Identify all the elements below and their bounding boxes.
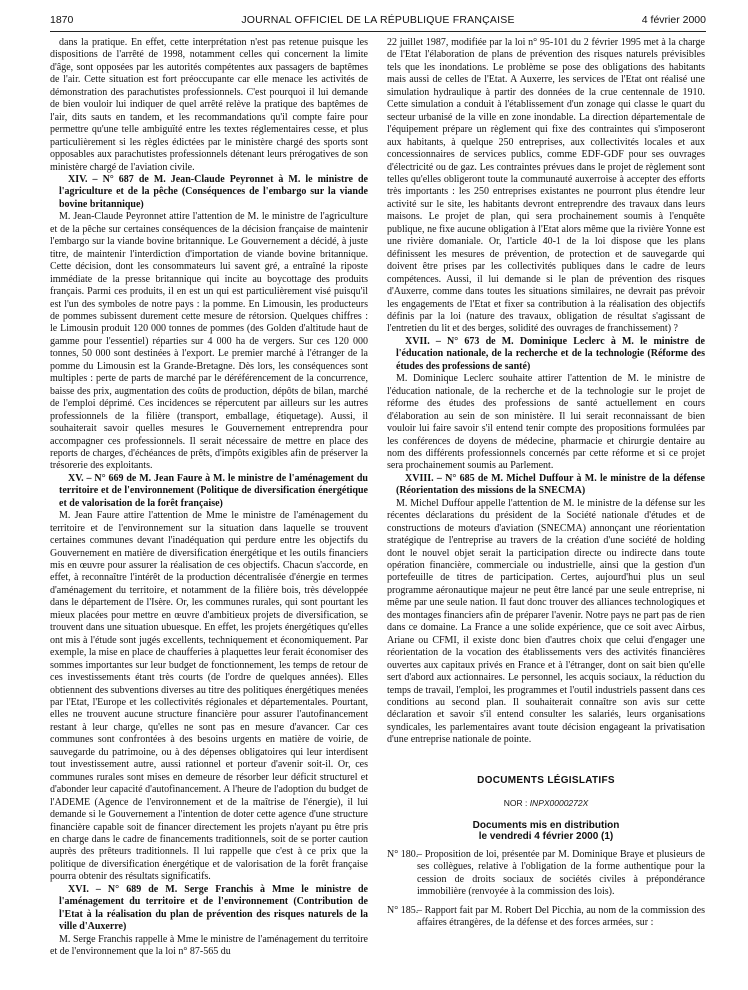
right-column (387, 37, 705, 982)
question-14-heading: XIV. – N° 687 de M. Jean-Claude Peyronnet à M. le ministre de l'agriculture et de la pêche (Conséquences de l'embargo sur la viande bovine britannique) (59, 173, 368, 210)
document-item (387, 905, 705, 930)
question-17-heading: XVII. – N° 673 de M. Dominique Leclerc à M. le ministre de l'éducation nationale, de la recherche et de la technologie (Réforme des études des professions de santé) (396, 335, 705, 372)
document-number: N° 180. (387, 848, 419, 860)
header-rule (50, 31, 706, 32)
documents-heading-line-1: Documents mis en distribution (472, 819, 620, 831)
question-16-body: M. Serge Franchis rappelle à Mme le ministre de l'aménagement du territoire et de l'environnement que la loi n° 87-565 du (50, 933, 368, 958)
nor-reference (387, 797, 705, 809)
documents-heading-line-2: le vendredi 4 février 2000 (1) (478, 831, 614, 843)
left-column (50, 37, 368, 982)
document-text: – Rapport fait par M. Robert Del Picchia, au nom de la commission des affaires étrangères, de la défense et des forces armées, sur : (417, 904, 705, 928)
issue-date: 4 février 2000 (641, 14, 706, 26)
page-header (50, 14, 706, 30)
question-17-body: M. Dominique Leclerc souhaite attirer l'attention de M. le ministre de l'éducation nationale, de la recherche et de la technologie sur le projet de réforme des études des professions de santé actuellement en cours d'élaboration au sein de son ministère. Il lui serait reconnaissant de bien vouloir lui faire savoir s'il entend tenir compte des propositions formulées par les conférences de doyens de médecine, pharmacie et chirurgie dentaire au nom des différents professionnels concernés par cette réforme et si ce projet sera prochainement soumis au Parlement. (387, 373, 705, 472)
question-14-body: M. Jean-Claude Peyronnet attire l'attention de M. le ministre de l'agriculture et de la pêche sur certaines conséquences de la décision française de maintenir l'embargo sur la viande bovine britannique. Le Gouvernement a décidé, à juste titre, de maintenir l'interdiction d'importation de viande bovine britannique. Cette décision, dont les consommateurs lui savent gré, a entraîné la riposte immédiate de la presse britannique qui incite au boycottage des produits français. Parmi ces produits, il en est un qui est particulièrement visé puisqu'il est l'un des symboles de notre pays : la pomme. En Limousin, les producteurs de pommes subissent durement cette mesure de rétorsion. Quelques chiffres : le Limousin produit 120 000 tonnes de pommes (des Golden d'altitude haut de gamme pour l'essentiel) réparties sur 4 000 ha de vergers. Sur ces 120 000 tonnes, 50 000 sont destinées à l'export. Le premier marché à l'étranger de la pomme du Limousin est la Grande-Bretagne. Dès lors, les conséquences sont multiples : perte de parts de marché par le déréférencement de la concurrence, baisse des prix, augmentation des coûts de production, dépôts de bilan, marché de l'emploi déprimé. Ces incidences se répercutent par ailleurs sur les autres professionnels de la filière (transport, emballage, étiquetage). Aussi, il souhaiterait savoir quelles mesures le Gouvernement entreprendra pour accompagner ces professionnels. Il serait nécessaire de mettre en place des reports de charges, d'échéances de prêts, d'impôts exigibles afin de préserver la trésorerie des exploitants. (50, 211, 368, 472)
documents-heading (387, 820, 705, 843)
page-number: 1870 (50, 14, 74, 26)
document-text: – Proposition de loi, présentée par M. Dominique Braye et plusieurs de ses collègues, relative à l'obligation de la forme authentique pour la cession de droits sociaux de sociétés civiles à prépondérance immobilière (renvoyée à la commission des lois). (417, 848, 705, 898)
document-item (387, 849, 705, 899)
journal-title: JOURNAL OFFICIEL DE LA RÉPUBLIQUE FRANÇAISE (241, 14, 515, 26)
question-15-body: M. Jean Faure attire l'attention de Mme le ministre de l'aménagement du territoire et de l'environnement sur la situation dans laquelle se trouvent certaines communes devant l'inadéquation qui perdure entre les objectifs du Gouvernement en matière de diversification énergétique et les outils financiers mis en œuvre pour assurer la réalisation de ces objectifs. Chacun s'accorde, en effet, à reconnaître l'intérêt de la production décentralisée d'énergie en termes d'aménagement du territoire, et notamment de la filière bois, très développée dans le département de l'Isère. Or, les communes rurales, qui sont pourtant les mieux placées pour mettre en œuvre d'ambitieux projets de diversification, se trouvent dans une situation ubuesque. En effet, les projets énergétiques qu'elles ont mis à l'étude sont jugés excellents, techniquement et économiquement. Par exemple, la mise en place de chaufferies à plaquettes leur ferait économiser des sommes importantes sur leur budget de fonctionnement, les temps de retour de ces investissements étant très courts (de l'ordre de quelques années). Elles obtiennent des subventions diverses au titre des politiques énergétiques menées par l'Etat, l'Europe et les collectivités régionales et départementales. Pourtant, elles ne trouvent aucune structure financière pour assurer l'autofinancement restant à leur charge, qu'elles ne sont pas en mesure d'avancer. Car ces communes sont confrontées à des besoins urgents en matière de voirie, de sauvegarde du patrimoine, ou à des dépenses obligatoires qui leur interdisent tout investissement autre, aussi rationnel et porteur d'avenir soit-il. Or, ces communes rurales sont mises en demeure de résorber leur déficit structurel et d'abonder leur capacité d'autofinancement. A l'heure de l'adoption du budget de l'ADEME (Agence de l'environnement et de la maîtrise de l'énergie), il lui demande si le Gouvernement a l'intention de doter cette agence d'une structure financière capable soit de financer directement les projets n'ayant pu être pris en charge dans le cadre de financements traditionnels, soit de se porter caution auprès des prêteurs traditionnels. Il lui rappelle que c'est à ce prix que la politique de diversification énergétique et de valorisation de la forêt française pourra obtenir des résultats significatifs. (50, 510, 368, 883)
question-16-continuation: 22 juillet 1987, modifiée par la loi n° 95-101 du 2 février 1995 met à la charge de l'Etat l'élaboration de plans de prévention des risques naturels prévisibles tels que les inondations. Le problème se pose des obligations des habitants mais aussi de celles de l'Etat. A Auxerre, les services de l'Etat ont réalisé une simulation hydraulique à partir des données de la crue centennale de 1910. Cette simulation a conduit à l'établissement d'un zonage qui classe le quart du secteur urbanisé de la ville en zone inondable. La direction départementale de l'équipement prépare un règlement qui fixe des contraintes qui s'imposeront aux habitants, à quelque 250 entreprises, aux collectivités locales et aux concessionnaires de services publics, comme EDF-GDF pour ses ouvrages d'électricité ou de gaz. Les contraintes prévues dans le projet de règlement sont telles qu'elles obligeront toute la communauté auxerroise à accepter des efforts très importants : les 250 entreprises existantes ne pourront plus étendre leur activité sur le site, les habitants devront entreprendre des travaux dans leurs maisons. Le projet de plan, qui sera prochainement soumis à l'enquête publique, ne fixe aucune obligation à l'Etat alors même que la rivière Yonne est une rivière domaniale. Or, l'article 40-1 de la loi dispose que les plans définissent les mesures de prévention, de protection et de sauvegarde qui doivent être prises par les collectivités publiques dans le cadre de leurs compétences. Aussi, il lui demande si le plan de prévention des risques d'Auxerre, comme dans toutes les situations similaires, ne devrait pas prévoir les engagements de l'Etat et fixer sa contribution à la réalisation des objectifs définis par la loi (nature des travaux, obligation de résultat s'agissant de l'entretien du lit et des berges, solidité des ouvrages de franchissement) ? (387, 37, 705, 335)
paragraph-intro: dans la pratique. En effet, cette interprétation n'est pas retenue puisque les dispositions de l'arrêté de 1998, notamment celles qui concernent la limite d'âge, sont opposées par les autorités compétentes aux passagers de baptêmes de l'air. Cette situation est fort préoccupante car elle menace les activités de démonstration des parachutistes professionnels. C'est pourquoi il lui demande de bien vouloir lui indiquer de quel arrêté relève la pratique des baptêmes de l'air, dits sauts en tandem, et les recommandations qu'il compte faire pour permettre qu'une telle ambiguïté entre les textes réglementaires cesse, et plus particulièrement si les règles édictées par le ministère chargé des sports sont opposables aux parachutistes professionnels détenant leurs prérogatives de son ministère chargé de l'aviation civile. (50, 37, 368, 173)
document-number: N° 185. (387, 904, 419, 916)
section-title: DOCUMENTS LÉGISLATIFS (477, 774, 615, 786)
question-18-body: M. Michel Duffour appelle l'attention de M. le ministre de la défense sur les récentes déclarations du président de la Société nationale d'études et de constructions de moteurs d'aviation (SNECMA) annonçant une réorientation stratégique de l'entreprise au travers de la création d'une société de holding dont le nouvel objet serait la participation directe ou indirecte dans toute opération financière, commerciale ou industrielle, ainsi que la gestion d'un portefeuille de titres de participation. Certes, aujourd'hui plus un seul programme aéronautique majeur ne peut être lancé par une seule entreprise, ni même par une seule nation. Il faut donc trouver des alliances technologiques et des montages financiers afin de préparer l'avenir. Notre pays ne part pas de rien dans ce domaine. La France a une solide expérience, que ce soit avec Airbus, Ariane ou CFMI, il existe donc bien d'autres choix que celui d'engager une réorientation de la vocation des établissements vers des activités financières ouvertes aux capitaux privés en France et à l'étranger, dont on sait bien qu'elle sert d'abord aux actionnaires. Le personnel, les acquis sociaux, la réduction du temps de travail, l'emploi, les programmes et l'outil industriels passent dans ces conditions au second plan. Il souhaiterait connaître son avis sur cette déclaration et savoir s'il entend consulter les salariés, leurs organisations syndicales, les parlementaires avant toute décision engageant la privatisation d'une entreprise nationale de pointe. (387, 497, 705, 746)
question-16-heading: XVI. – N° 689 de M. Serge Franchis à Mme le ministre de l'aménagement du territoire et de l'environnement (Contribution de l'Etat à la réalisation du plan de prévention des risques naturels de la ville d'Auxerre) (59, 883, 368, 933)
nor-label: NOR : (503, 798, 528, 809)
nor-code: INPX0000272X (529, 798, 589, 809)
question-18-heading: XVIII. – N° 685 de M. Michel Duffour à M. le ministre de la défense (Réorientation des missions de la SNECMA) (396, 472, 705, 497)
question-15-heading: XV. – N° 669 de M. Jean Faure à M. le ministre de l'aménagement du territoire et de l'environnement (Politique de diversification énergétique et de valorisation de la forêt française) (59, 472, 368, 509)
